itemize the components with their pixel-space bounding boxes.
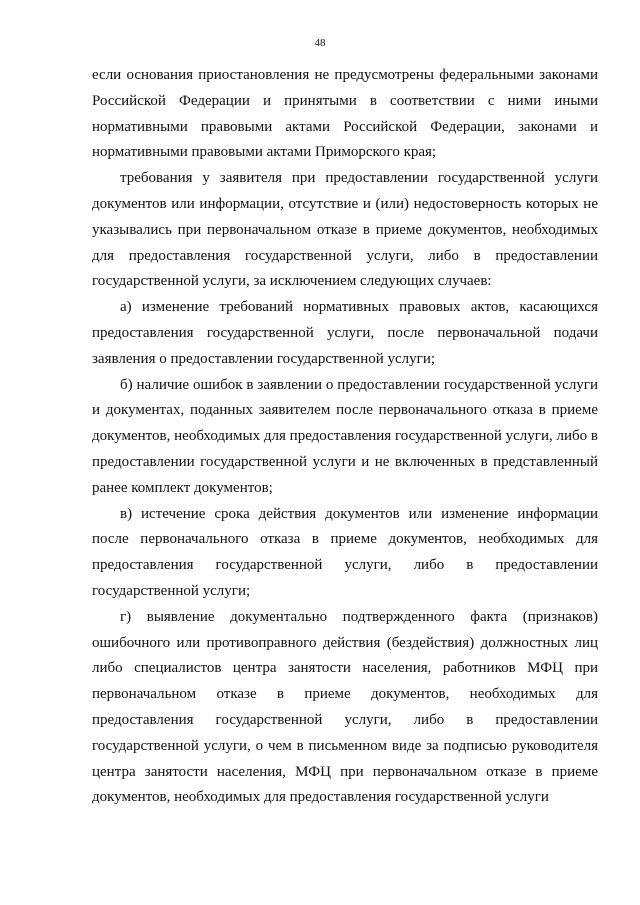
list-item-a: а) изменение требований нормативных правовых актов, касающихся предоставления государственной услуги, после первоначальной подачи заявления о предоставлении государственной услуги; bbox=[92, 299, 598, 367]
page-number: 48 bbox=[314, 37, 326, 49]
list-item-b: б) наличие ошибок в заявлении о предоставлении государственной услуги и документах, поданных заявителем после первоначального отказа в приеме документов, необходимых для предоставления государственной услуги, либо в предоставлении государственной услуги и не включенных в представленный ранее комплект документов; bbox=[92, 376, 598, 496]
list-item-v: в) истечение срока действия документов или изменение информации после первоначального отказа в приеме документов, необходимых для предоставления государственной услуги, либо в предоставлении государственной услуги; bbox=[92, 505, 598, 599]
paragraph-continuation: если основания приостановления не предусмотрены федеральными законами Российской Федерации и принятыми в соответствии с ними иными нормативными правовыми актами Российской Федерации, законами и нормативными правовыми актами Приморского края; bbox=[92, 67, 598, 161]
list-item-g: г) выявление документально подтвержденного факта (признаков) ошибочного или противоправного действия (бездействия) должностных лиц либо специалистов центра занятости населения, работников МФЦ при первоначальном отказе в приеме документов, необходимых для предоставления государственной услуги, либо в предоставлении государственной услуги, о чем в письменном виде за подписью руководителя центра занятости населения, МФЦ при первоначальном отказе в приеме документов, необходимых для предоставления государственной услуги bbox=[92, 608, 598, 806]
document-body bbox=[92, 63, 598, 811]
paragraph-requirements: требования у заявителя при предоставлении государственной услуги документов или информации, отсутствие и (или) недостоверность которых не указывались при первоначальном отказе в приеме документов, необходимых для предоставления государственной услуги, либо в предоставлении государственной услуги, за исключением следующих случаев: bbox=[92, 170, 598, 290]
